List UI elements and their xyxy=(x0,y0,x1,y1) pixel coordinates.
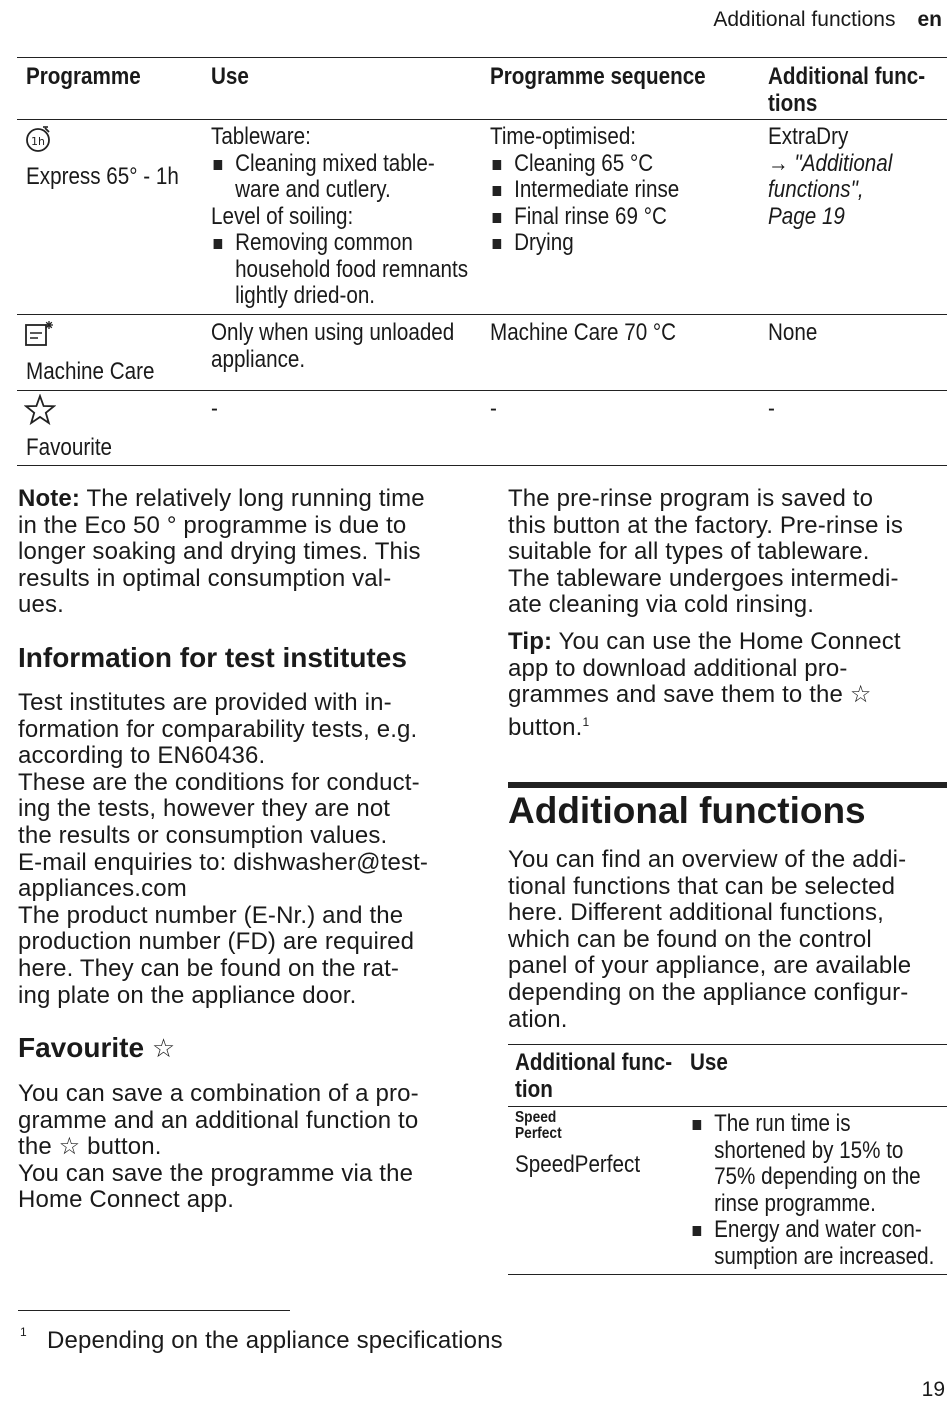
favourite-sequence-cell xyxy=(490,396,497,423)
test-institutes-line: here. They can be found on the rat- xyxy=(18,954,400,982)
speed-perfect-icon xyxy=(515,1110,562,1142)
favourite-additional-cell xyxy=(768,396,775,423)
star-icon: ☆ xyxy=(58,1133,81,1161)
additional-functions-line: here. Different additional functions, xyxy=(508,899,885,927)
row-rule xyxy=(17,390,947,391)
test-institutes-line: The product number (E-Nr.) and the xyxy=(18,901,404,929)
col-header-additional xyxy=(768,63,925,117)
test-institutes-line: formation for comparability tests, e.g. xyxy=(18,715,418,743)
note-line: in the Eco 50 ° programme is due to xyxy=(18,511,407,539)
note-line: results in optimal consumption val- xyxy=(18,564,392,592)
additional-line: Page 19 xyxy=(768,202,845,230)
footnote-mark: 1 xyxy=(20,1325,27,1339)
header-language: en xyxy=(917,8,942,31)
footnote-text: Depending on the appliance specifications xyxy=(47,1327,503,1354)
footnote-rule xyxy=(18,1310,290,1311)
svg-text:1h: 1h xyxy=(31,135,45,148)
additional-functions-line: which can be found on the control xyxy=(508,925,872,953)
use-line: Only when using unloaded xyxy=(211,319,455,346)
star-icon: ☆ xyxy=(849,681,872,709)
sequence-line: Machine Care 70 °C xyxy=(490,319,677,346)
speedperfect-use-line: rinse programme. xyxy=(714,1189,876,1217)
additional-functions-body xyxy=(508,847,948,1033)
test-institutes-heading: Information for test institutes xyxy=(18,642,407,673)
col-header-sequence: Programme sequence xyxy=(490,63,706,90)
prerinse-paragraph xyxy=(508,486,948,619)
speedperfect-use-line: 75% depending on the xyxy=(714,1163,921,1190)
header-rule xyxy=(17,57,947,58)
add-col-header-line: tion xyxy=(515,1076,553,1103)
additional-functions-heading: Additional functions xyxy=(508,790,866,831)
use-line: - xyxy=(211,395,218,422)
tip-label: Tip: xyxy=(508,628,553,655)
note-label: Note: xyxy=(18,485,81,512)
favourite-line: gramme and an additional function to xyxy=(18,1106,419,1134)
additional-line: functions", xyxy=(768,176,864,203)
sequence-line: - xyxy=(490,395,497,422)
additional-functions-line: panel of your appliance, are available xyxy=(508,952,912,980)
express-sequence-cell xyxy=(490,124,679,257)
icon-text-line: Perfect xyxy=(515,1125,562,1142)
icon-text-line: Speed xyxy=(515,1109,557,1126)
test-institutes-line: the results or consumption values. xyxy=(18,821,388,849)
express-use-cell xyxy=(211,124,468,310)
note-line: The relatively long running time xyxy=(80,485,425,512)
clock-1h-icon xyxy=(24,124,54,159)
use-line: appliance. xyxy=(211,345,306,373)
star-icon xyxy=(24,394,56,431)
col-header-additional-line2: tions xyxy=(768,90,818,117)
speedperfect-use-line: The run time is xyxy=(690,1111,934,1138)
note-line: ues. xyxy=(18,591,64,619)
col-header-use: Use xyxy=(211,63,249,90)
footnote-ref: 1 xyxy=(582,714,590,729)
sequence-line: Drying xyxy=(490,230,679,257)
machine-care-additional-cell xyxy=(768,320,817,347)
tip-line: app to download additional pro- xyxy=(508,654,848,682)
tip-line: You can use the Home Connect xyxy=(552,628,901,655)
use-line: ware and cutlery. xyxy=(235,176,391,203)
col-header-additional-line1: Additional func- xyxy=(768,63,926,90)
use-line: household food remnants xyxy=(235,255,469,283)
additional-line: ExtraDry xyxy=(768,123,849,150)
add-col-header-function xyxy=(515,1049,672,1103)
table-header-rule xyxy=(508,1106,947,1107)
express-additional-cell xyxy=(768,124,892,230)
prerinse-line: The pre-rinse program is saved to xyxy=(508,485,874,512)
prerinse-line: The tableware undergoes intermedi- xyxy=(508,564,899,592)
favourite-line: You can save the programme via the xyxy=(18,1159,414,1187)
additional-line: → "Additional xyxy=(768,149,893,177)
prerinse-line: ate cleaning via cold rinsing. xyxy=(508,591,815,619)
header-section-title: Additional functions xyxy=(713,8,896,31)
prerinse-line: suitable for all types of tableware. xyxy=(508,538,870,566)
additional-functions-line: depending on the appliance configur- xyxy=(508,978,909,1006)
sequence-line: Cleaning 65 °C xyxy=(490,151,679,178)
machine-care-sequence-cell xyxy=(490,320,676,347)
favourite-body xyxy=(18,1081,478,1214)
table-header-rule xyxy=(17,119,947,120)
table-bottom-rule xyxy=(508,1274,947,1275)
additional-functions-heading-wrap xyxy=(508,790,866,832)
additional-functions-line: tional functions that can be selected xyxy=(508,872,896,900)
additional-functions-line: You can find an overview of the addi- xyxy=(508,846,907,873)
test-institutes-line: ing plate on the appliance door. xyxy=(18,981,357,1009)
programme-name-favourite: Favourite xyxy=(26,434,113,461)
speedperfect-name: SpeedPerfect xyxy=(515,1151,641,1178)
speedperfect-use-line: shortened by 15% to xyxy=(714,1136,904,1164)
speedperfect-use-cell xyxy=(690,1111,934,1270)
test-institutes-line: Test institutes are provided with in- xyxy=(18,689,392,716)
additional-line: None xyxy=(768,319,818,346)
machine-care-use-cell xyxy=(211,320,454,373)
add-col-header-line: Additional func- xyxy=(515,1049,673,1076)
add-col-header-use: Use xyxy=(690,1049,728,1076)
test-institutes-line: These are the conditions for conduct- xyxy=(18,768,420,796)
page-number: 19 xyxy=(921,1378,945,1401)
additional-line: - xyxy=(768,395,775,422)
test-institutes-body xyxy=(18,690,478,1009)
prerinse-line: this button at the factory. Pre-rinse is xyxy=(508,511,904,539)
section-bar xyxy=(508,782,947,788)
tip-line: grammes and save them to the xyxy=(508,681,844,709)
page-header xyxy=(713,8,942,32)
tip-line: button. xyxy=(508,713,583,741)
favourite-line: You can save a combination of a pro- xyxy=(18,1080,419,1107)
test-institutes-line: appliances.com xyxy=(18,875,187,903)
sequence-line: Time-optimised: xyxy=(490,123,637,150)
test-institutes-heading-wrap xyxy=(18,642,407,674)
sequence-line: Final rinse 69 °C xyxy=(490,204,679,231)
test-institutes-line: production number (FD) are required xyxy=(18,928,415,956)
favourite-heading-wrap xyxy=(18,1032,175,1064)
use-line: Removing common xyxy=(211,230,468,257)
programme-name-express: Express 65° - 1h xyxy=(26,163,179,190)
favourite-line: the xyxy=(18,1133,52,1161)
programme-name-machine-care: Machine Care xyxy=(26,358,155,385)
use-line: Tableware: xyxy=(211,123,311,150)
row-rule xyxy=(17,314,947,315)
favourite-heading: Favourite xyxy=(18,1032,145,1063)
test-institutes-line: according to EN60436. xyxy=(18,742,266,770)
additional-functions-line: ation. xyxy=(508,1005,568,1033)
favourite-line: Home Connect app. xyxy=(18,1186,235,1214)
test-institutes-line: ing the tests, however they are not xyxy=(18,795,391,823)
use-line: Cleaning mixed table- xyxy=(211,151,468,178)
machine-care-icon xyxy=(24,319,56,354)
star-icon: ☆ xyxy=(151,1033,176,1063)
table-bottom-rule xyxy=(17,465,947,466)
test-institutes-line: E-mail enquiries to: dishwasher@test- xyxy=(18,848,429,876)
sequence-line: Intermediate rinse xyxy=(490,177,679,204)
speedperfect-use-line: sumption are increased. xyxy=(714,1242,935,1270)
favourite-line: button. xyxy=(87,1133,162,1161)
table-top-rule xyxy=(508,1044,947,1045)
col-header-programme: Programme xyxy=(26,63,141,90)
speedperfect-use-line: Energy and water con- xyxy=(690,1217,934,1244)
use-line: Level of soiling: xyxy=(211,202,354,230)
favourite-use-cell xyxy=(211,396,218,423)
note-paragraph xyxy=(18,486,478,619)
note-line: longer soaking and drying times. This xyxy=(18,538,421,566)
tip-paragraph xyxy=(508,629,948,741)
use-line: lightly dried-on. xyxy=(235,282,376,309)
